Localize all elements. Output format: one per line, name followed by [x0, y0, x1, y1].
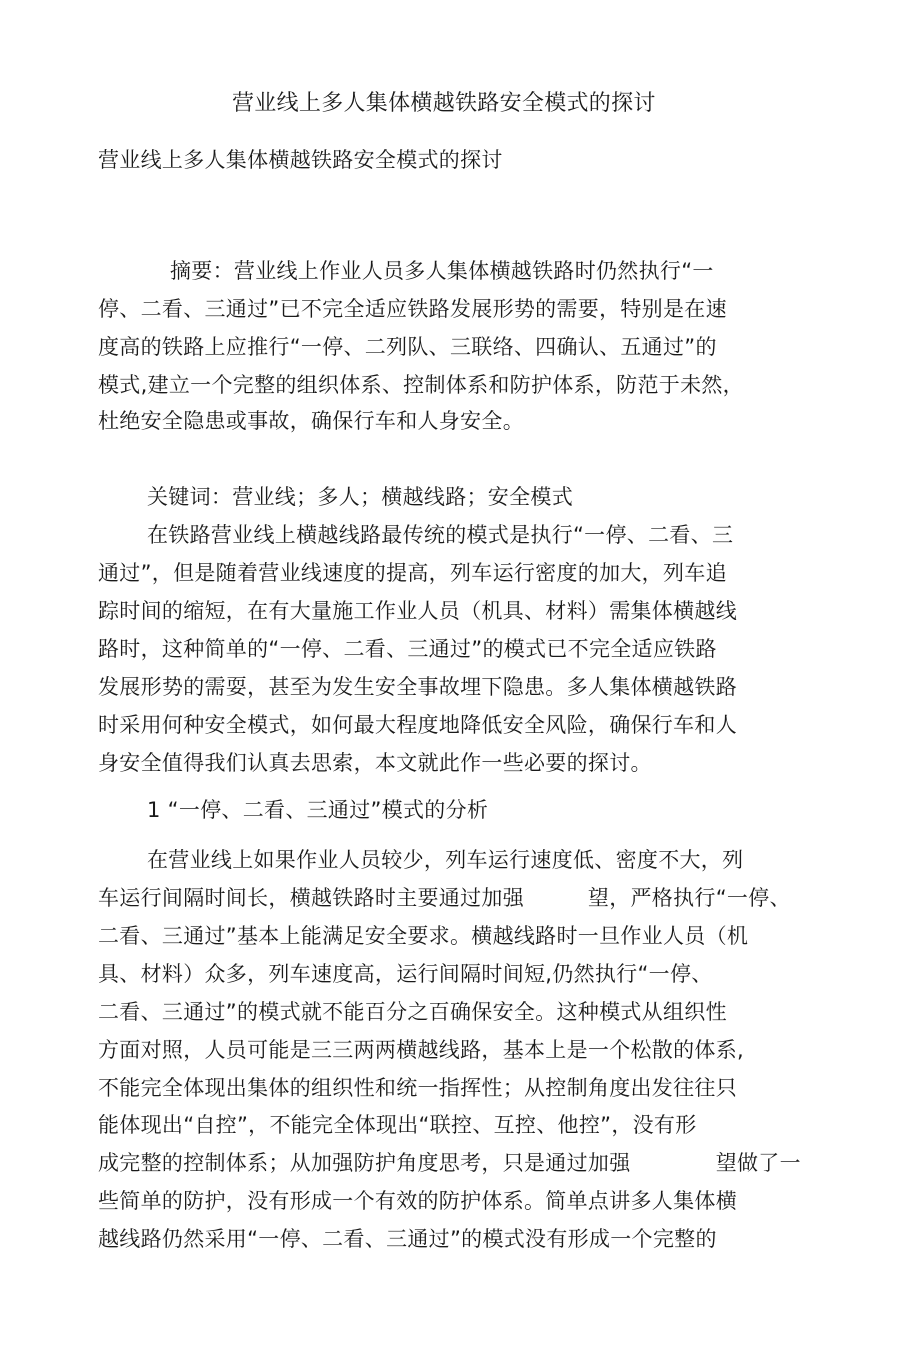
body-line: 在铁路营业线上横越线路最传统的模式是执行“一停、二看、三 [147, 523, 734, 547]
abstract-line: 摘要：营业线上作业人员多人集体横越铁路时仍然执行“一 [170, 259, 714, 283]
body-line: 踪时间的缩短，在有大量施工作业人员（机具、材料）需集体横越线 [98, 599, 737, 623]
body-line: 身安全值得我们认真去思索，本文就此作一些必要的探讨。 [98, 751, 652, 775]
abstract-line: 杜绝安全隐患或事故，确保行车和人身安全。 [98, 409, 524, 433]
body-line: 具、材料）众多，列车速度高，运行间隔时间短,仍然执行“一停、 [98, 962, 713, 986]
body-line: 时采用何种安全模式，如何最大程度地降低安全风险，确保行车和人 [98, 713, 737, 737]
abstract-line: 度高的铁路上应推行“一停、二列队、三联络、四确认、五通过”的 [98, 335, 717, 359]
document-title: 营业线上多人集体横越铁路安全模式的探讨 [232, 91, 656, 116]
body-line: 越线路仍然采用“一停、二看、三通过”的模式没有形成一个完整的 [98, 1227, 717, 1251]
body-line: 不能完全体现出集体的组织性和统一指挥性；从控制角度出发往往只 [98, 1076, 737, 1100]
body-line: 通过”，但是随着营业线速度的提高，列车运行密度的加大，列车追 [98, 561, 727, 585]
body-line: 发展形势的需耍，甚至为发生安全事故埋下隐患。多人集体横越铁路 [98, 675, 737, 699]
document-subtitle: 营业线上多人集体横越铁路安全模式的探讨 [98, 148, 503, 172]
body-line: 二看、三通过”基本上能满足安全要求。横越线路时一旦作业人员（机 [98, 924, 749, 948]
body-line: 成完整的控制体系；从加强防护角度思考，只是通过加强 望做了一 [98, 1151, 801, 1175]
abstract-line: 模式,建立一个完整的组织体系、控制体系和防护体系，防范于未然， [98, 373, 744, 397]
body-line: 车运行间隔时间长，横越铁路时主要通过加强 望，严格执行“一停、 [98, 886, 791, 910]
body-line: 二看、三通过”的模式就不能百分之百确保安全。这种模式从组织性 [98, 1000, 727, 1024]
body-line: 方面对照，人员可能是三三两两横越线路，基本上是一个松散的体系, [98, 1038, 744, 1062]
section-heading: 1 “一停、二看、三通过”模式的分析 [147, 798, 489, 822]
body-line: 能体现出“自控”，不能完全体现出“联控、互控、他控”，没有形 [98, 1113, 697, 1137]
body-line: 在营业线上如果作业人员较少，列车运行速度低、密度不大，列 [147, 848, 744, 872]
abstract-line: 停、二看、三通过”已不完全适应铁路发展形势的需要，特别是在速 [98, 297, 727, 321]
body-line: 些简单的防护，没有形成一个有效的防护体系。简单点讲多人集体横 [98, 1189, 737, 1213]
keywords-line: 关键词：营业线；多人；横越线路；安全模式 [147, 485, 573, 509]
body-line: 路时，这种简单的“一停、二看、三通过”的模式已不完全适应铁路 [98, 637, 717, 661]
